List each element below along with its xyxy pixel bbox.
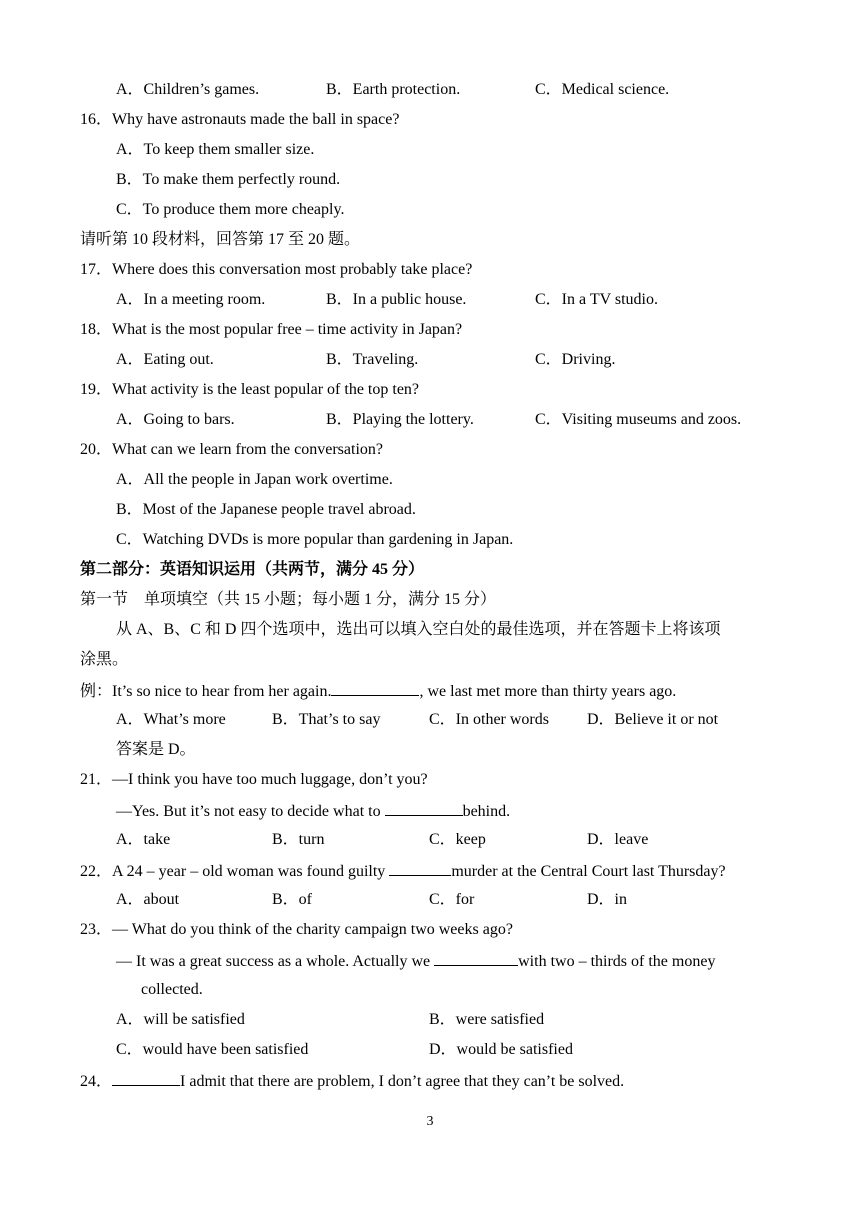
q17-option-c: C．In a TV studio.	[535, 291, 658, 308]
section10-instruction: 请听第 10 段材料，回答第 17 至 20 题。	[80, 231, 361, 248]
q15-option-a: A．Children’s games.	[116, 81, 260, 98]
example-option-a: A．What’s more	[116, 711, 226, 728]
q21-line2-suffix: behind.	[462, 803, 511, 820]
example-stem	[80, 680, 676, 702]
answer-blank	[389, 860, 451, 876]
q21-option-b: B．turn	[272, 831, 325, 848]
q24-suffix: I admit that there are problem, I don’t agree that they can’t be solved.	[180, 1073, 625, 1090]
q18-option-c: C．Driving.	[535, 351, 616, 368]
q23-option-c: C．would have been satisfied	[116, 1041, 309, 1058]
q21-line2	[116, 800, 510, 822]
q19-option-b: B．Playing the lottery.	[326, 411, 474, 428]
q17-option-a: A．In a meeting room.	[116, 291, 266, 308]
q19-stem: 19．What activity is the least popular of the top ten?	[80, 381, 420, 398]
q21-option-d: D．leave	[587, 831, 649, 848]
q16-option-b: B．To make them perfectly round.	[116, 171, 341, 188]
q23-line3: collected.	[141, 981, 203, 998]
section1-title: 第一节 单项填空（共 15 小题；每小题 1 分，满分 15 分）	[80, 591, 497, 608]
q15-option-c: C．Medical science.	[535, 81, 670, 98]
answer-blank	[434, 950, 518, 966]
q17-option-b: B．In a public house.	[326, 291, 467, 308]
q21-line2-prefix: —Yes. But it’s not easy to decide what to	[116, 803, 385, 820]
q22-prefix: 22．A 24 – year – old woman was found guilty	[80, 863, 390, 880]
answer-blank	[385, 800, 463, 816]
q18-option-b: B．Traveling.	[326, 351, 419, 368]
q21-line1: 21．—I think you have too much luggage, don’t you?	[80, 771, 428, 788]
page-number: 3	[426, 1114, 434, 1129]
q16-option-c: C．To produce them more cheaply.	[116, 201, 345, 218]
q24-number: 24．	[80, 1073, 113, 1090]
q23-line1: 23．— What do you think of the charity campaign two weeks ago?	[80, 921, 513, 938]
example-prefix: 例：It’s so nice to hear from her again.	[80, 683, 332, 700]
q20-stem: 20．What can we learn from the conversation?	[80, 441, 383, 458]
q21-option-c: C．keep	[429, 831, 486, 848]
example-answer: 答案是 D。	[116, 741, 196, 758]
instruction-line1: 从 A、B、C 和 D 四个选项中，选出可以填入空白处的最佳选项，并在答题卡上将该项	[116, 621, 721, 638]
q19-option-c: C．Visiting museums and zoos.	[535, 411, 742, 428]
q23-option-a: A．will be satisfied	[116, 1011, 245, 1028]
q24-stem	[80, 1070, 624, 1092]
q21-option-a: A．take	[116, 831, 171, 848]
q20-option-c: C．Watching DVDs is more popular than gardening in Japan.	[116, 531, 514, 548]
q22-option-b: B．of	[272, 891, 313, 908]
q22-option-c: C．for	[429, 891, 475, 908]
q23-option-d: D．would be satisfied	[429, 1041, 573, 1058]
instruction-line2: 涂黑。	[80, 651, 129, 668]
q16-option-a: A．To keep them smaller size.	[116, 141, 315, 158]
q15-option-b: B．Earth protection.	[326, 81, 461, 98]
q22-stem	[80, 860, 726, 882]
answer-blank	[331, 680, 419, 696]
part2-title: 第二部分：英语知识运用（共两节，满分 45 分）	[80, 561, 425, 578]
q18-stem: 18．What is the most popular free – time activity in Japan?	[80, 321, 463, 338]
q19-option-a: A．Going to bars.	[116, 411, 235, 428]
example-option-b: B．That’s to say	[272, 711, 381, 728]
q22-option-a: A．about	[116, 891, 180, 908]
example-suffix: , we last met more than thirty years ago.	[419, 683, 677, 700]
q20-option-a: A．All the people in Japan work overtime.	[116, 471, 393, 488]
q20-option-b: B．Most of the Japanese people travel abroad.	[116, 501, 416, 518]
example-option-d: D．Believe it or not	[587, 711, 719, 728]
q16-stem: 16．Why have astronauts made the ball in space?	[80, 111, 400, 128]
q23-line2-suffix: with two – thirds of the money	[518, 953, 716, 970]
q22-suffix: murder at the Central Court last Thursday?	[451, 863, 726, 880]
q22-option-d: D．in	[587, 891, 628, 908]
q23-line2-prefix: — It was a great success as a whole. Actually we	[116, 953, 435, 970]
q23-line2	[116, 950, 715, 972]
q17-stem: 17．Where does this conversation most probably take place?	[80, 261, 473, 278]
q18-option-a: A．Eating out.	[116, 351, 214, 368]
answer-blank	[112, 1070, 180, 1086]
example-option-c: C．In other words	[429, 711, 549, 728]
q23-option-b: B．were satisfied	[429, 1011, 545, 1028]
